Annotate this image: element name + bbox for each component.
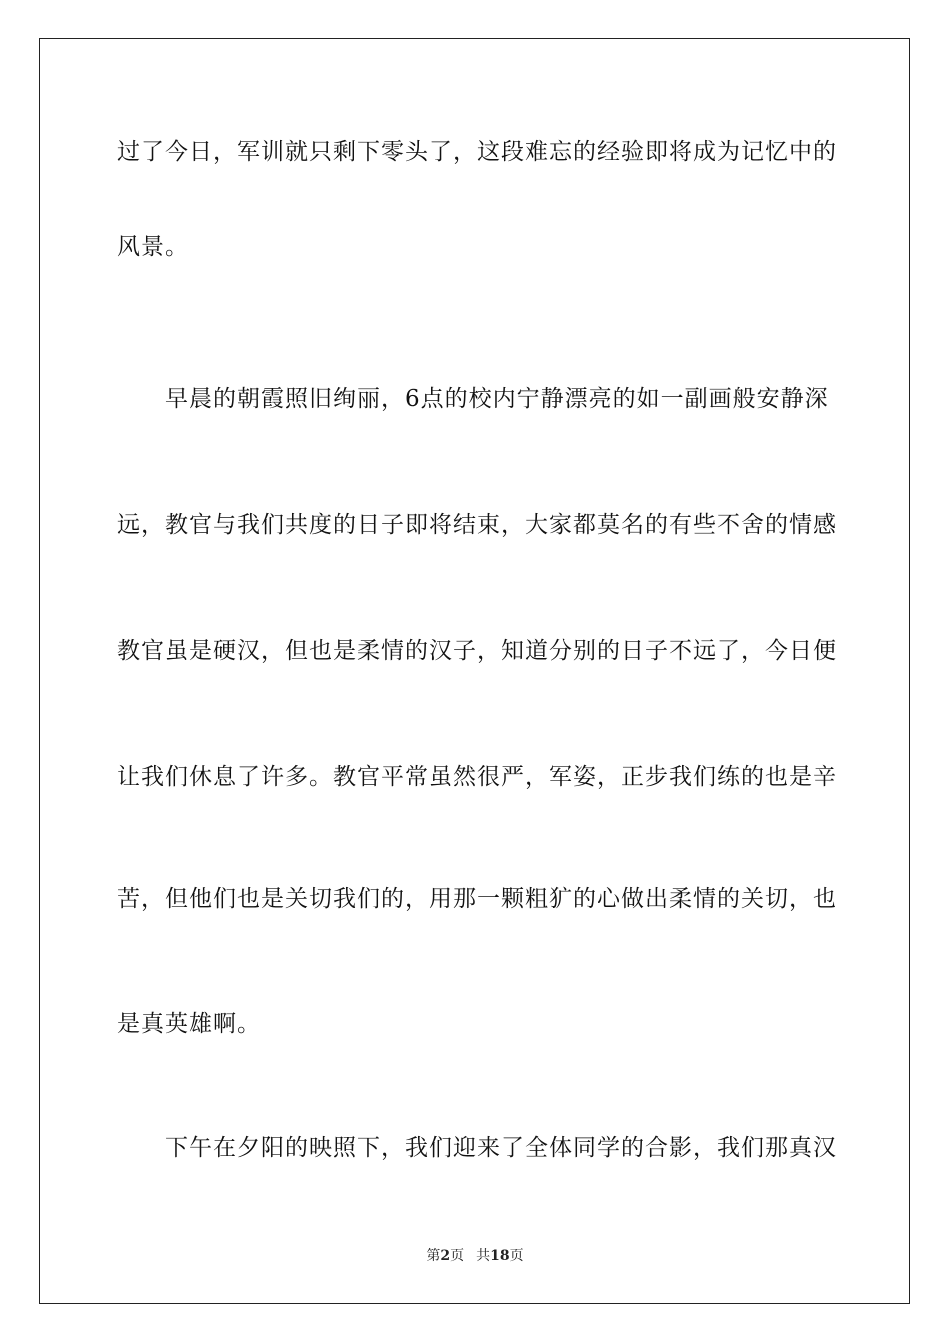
text-line-4: 远，教官与我们共度的日子即将结束，大家都莫名的有些不舍的情感 [117, 512, 837, 538]
page-border [39, 38, 910, 1304]
text-line-7: 苦，但他们也是关切我们的，用那一颗粗犷的心做出柔情的关切，也 [117, 886, 837, 912]
text-line-5: 教官虽是硬汉，但也是柔情的汉子，知道分别的日子不远了，今日便 [117, 638, 837, 664]
text-line-6: 让我们休息了许多。教官平常虽然很严，军姿，正步我们练的也是辛 [117, 764, 837, 790]
footer-page-number: 2 [440, 1248, 451, 1264]
footer-total-suffix: 页 [509, 1248, 524, 1264]
footer-total-prefix: 共 [476, 1248, 491, 1264]
footer-total-pages: 18 [490, 1248, 510, 1264]
text-line-9: 下午在夕阳的映照下，我们迎来了全体同学的合影，我们那真汉 [165, 1135, 837, 1161]
text-line-2: 风景。 [117, 234, 189, 260]
text-line-8: 是真英雄啊。 [117, 1011, 261, 1037]
footer-page-suffix: 页 [450, 1248, 465, 1264]
page-footer [0, 1247, 950, 1265]
footer-page-prefix: 第 [426, 1248, 441, 1264]
text-line-3: 早晨的朝霞照旧绚丽，6点的校内宁静漂亮的如一副画般安静深 [165, 386, 829, 412]
text-line-1: 过了今日，军训就只剩下零头了，这段难忘的经验即将成为记忆中的 [117, 139, 837, 165]
